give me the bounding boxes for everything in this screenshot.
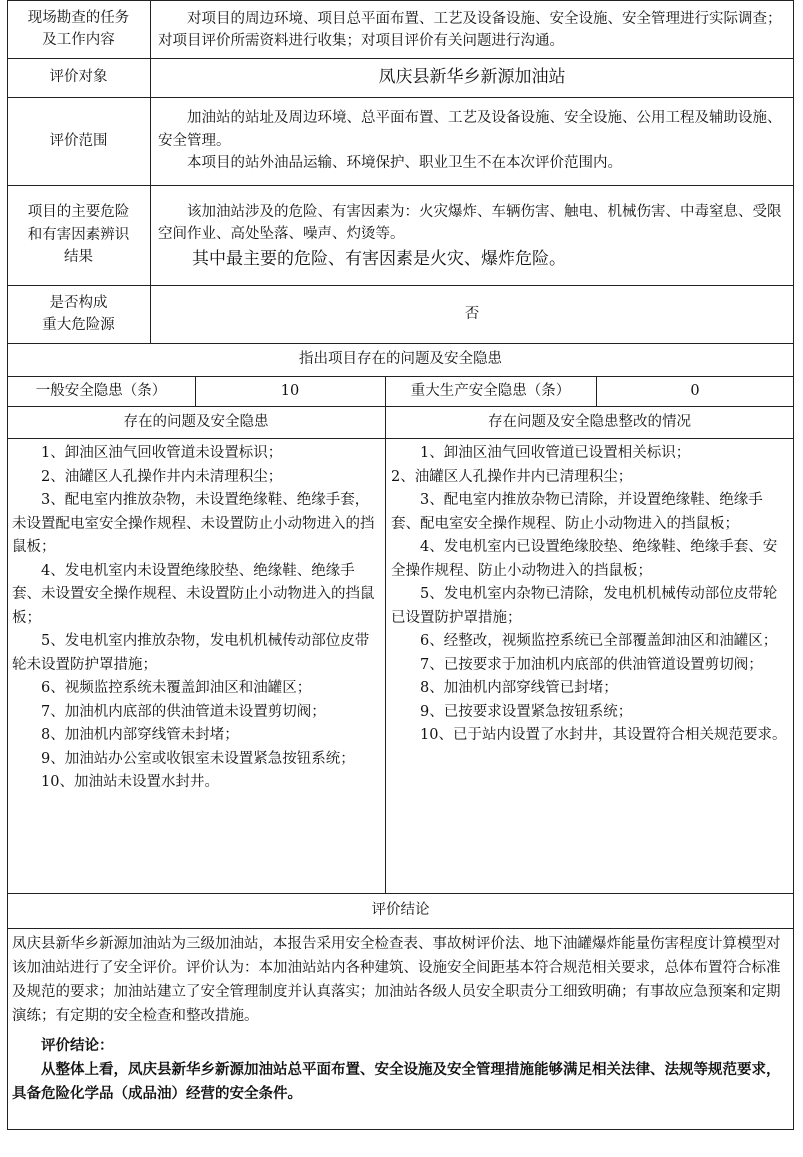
conclusion-body: 凤庆县新华乡新源加油站为三级加油站，本报告采用安全检查表、事故树评价法、地下油罐爆炸能量伤害程度计算模型对该加油站进行了安全评价。评价认为：本加油站站内各种建筑、设施安全间距基本符合规范相关要求，总体布置符合标准及规范的要求；加油站建立了安全管理制度并认真落实；加油站各级人员安全职责分工细致明确；有事故应急预案和定期演练；有定期的安全检查和整改措施。 — [12, 936, 781, 1024]
problems-header — [7, 406, 385, 438]
list-item: 10、加油站未设置水封井。 — [41, 774, 219, 790]
hazard-content-cell — [158, 189, 788, 283]
list-item: 9、加油站办公室或收银室未设置紧急按钮系统； — [41, 750, 355, 767]
object-label-text: 评价对象 — [49, 69, 108, 86]
list-item: 7、已按要求于加油机内底部的供油管道设置剪切阀； — [420, 656, 763, 673]
hazard-label-line1: 项目的主要危险 — [27, 204, 130, 221]
rectifications-header — [385, 406, 794, 438]
list-item: 2、油罐区人孔操作井内未清理积尘； — [41, 468, 283, 485]
list-item: 7、加油机内底部的供油管道未设置剪切阀； — [41, 703, 326, 720]
rectifications-header-text: 存在问题及安全隐患整改的情况 — [488, 413, 691, 430]
hazard-para1: 该加油站涉及的危险、有害因素为：火灾爆炸、车辆伤害、触电、机械伤害、中毒窒息、受限空间作业、高处坠落、噪声、灼烫等。 — [158, 203, 782, 242]
object-content — [150, 58, 794, 97]
object-content-text: 凤庆县新华乡新源加油站 — [378, 67, 566, 88]
list-item: 4、发电机室内未设置绝缘胶垫、绝缘鞋、绝缘手套、未设置安全操作规程、未设置防止小动物进入的挡鼠板； — [12, 562, 375, 626]
list-item: 3、配电室内推放杂物，未设置绝缘鞋、绝缘手套，未设置配电室安全操作规程、未设置防止小动物进入的挡鼠板； — [12, 492, 375, 555]
task-content: 对项目的周边环境、项目总平面布置、工艺及设备设施、安全设施、安全管理进行实际调查；对项目评价所需资料进行收集；对项目评价有关问题进行沟通。 — [158, 10, 782, 49]
conclusion-subtitle: 评价结论： — [41, 1037, 114, 1054]
task-label-line1: 现场勘查的任务 — [27, 9, 130, 26]
scope-label-text: 评价范围 — [49, 132, 108, 149]
object-label — [7, 58, 150, 97]
hazard-label-line2: 和有害因素辨识 — [27, 226, 130, 243]
issues-section-title — [7, 343, 794, 376]
list-item: 10、已于站内设置了水封井，其设置符合相关规范要求。 — [420, 727, 787, 743]
hazard-para2: 其中最主要的危险、有害因素是火灾、爆炸危险。 — [192, 248, 566, 269]
list-item: 2、油罐区人孔操作井内已清理积尘； — [391, 468, 633, 485]
list-item: 1、卸油区油气回收管道未设置标识； — [41, 445, 283, 461]
list-item: 6、视频监控系统未覆盖卸油区和油罐区； — [41, 680, 312, 696]
general-hazard-label-text: 一般安全隐患（条） — [35, 382, 167, 399]
conclusion-title-text: 评价结论 — [371, 902, 430, 919]
conclusion-body-cell — [12, 932, 788, 1126]
list-item: 8、加油机内部穿线管未封堵； — [41, 727, 239, 743]
issues-section-title-text: 指出项目存在的问题及安全隐患 — [299, 351, 502, 368]
general-hazard-count — [195, 376, 385, 406]
scope-para2: 本项目的站外油品运输、环境保护、职业卫生不在本次评价范围内。 — [187, 155, 622, 172]
list-item: 1、卸油区油气回收管道已设置相关标识； — [420, 445, 691, 461]
major-hazard-count — [596, 376, 794, 406]
rectifications-list — [391, 442, 788, 890]
major-label-line2: 重大危险源 — [42, 317, 115, 333]
list-item: 9、已按要求设置紧急按钮系统； — [420, 703, 633, 720]
task-content-cell — [158, 2, 788, 58]
major-content-text: 否 — [464, 305, 480, 322]
scope-content-cell — [158, 99, 788, 183]
major-hazard-count-text: 0 — [690, 382, 700, 399]
hazard-label-line3: 结果 — [64, 249, 93, 266]
scope-para1: 加油站的站址及周边环境、总平面布置、工艺及设备设施、安全设施、公用工程及辅助设施、安全管理。 — [158, 110, 782, 149]
major-hazard-label-text: 重大生产安全隐患（条） — [410, 382, 571, 399]
problems-list — [12, 442, 380, 890]
task-label-line2: 及工作内容 — [42, 32, 115, 48]
scope-label — [7, 97, 150, 185]
hazard-label — [7, 185, 150, 285]
problems-header-text: 存在的问题及安全隐患 — [123, 413, 269, 430]
list-item: 8、加油机内部穿线管已封堵； — [420, 680, 618, 696]
conclusion-final: 从整体上看，凤庆县新华乡新源加油站总平面布置、安全设施及安全管理措施能够满足相关法律、法规等规范要求，具备危险化学品（成品油）经营的安全条件。 — [12, 1061, 781, 1102]
list-item: 5、发电机室内推放杂物，发电机机械传动部位皮带轮未设置防护罩措施； — [12, 633, 370, 673]
conclusion-title — [7, 893, 794, 928]
general-hazard-count-text: 10 — [280, 382, 300, 399]
task-label — [7, 0, 150, 58]
list-item: 3、配电室内推放杂物已清除，并设置绝缘鞋、绝缘手套、配电室安全操作规程、防止小动物进入的挡鼠板； — [391, 492, 763, 532]
major-label-line1: 是否构成 — [49, 294, 108, 311]
list-item: 6、经整改，视频监控系统已全部覆盖卸油区和油罐区； — [420, 633, 778, 649]
major-content — [150, 285, 794, 343]
list-item: 5、发电机室内杂物已清除，发电机机械传动部位皮带轮已设置防护罩措施； — [391, 586, 778, 626]
major-hazard-label — [385, 376, 596, 406]
list-item: 4、发电机室内已设置绝缘胶垫、绝缘鞋、绝缘手套、安全操作规程、防止小动物进入的挡鼠板； — [391, 539, 778, 579]
general-hazard-label — [7, 376, 195, 406]
major-label — [7, 285, 150, 343]
